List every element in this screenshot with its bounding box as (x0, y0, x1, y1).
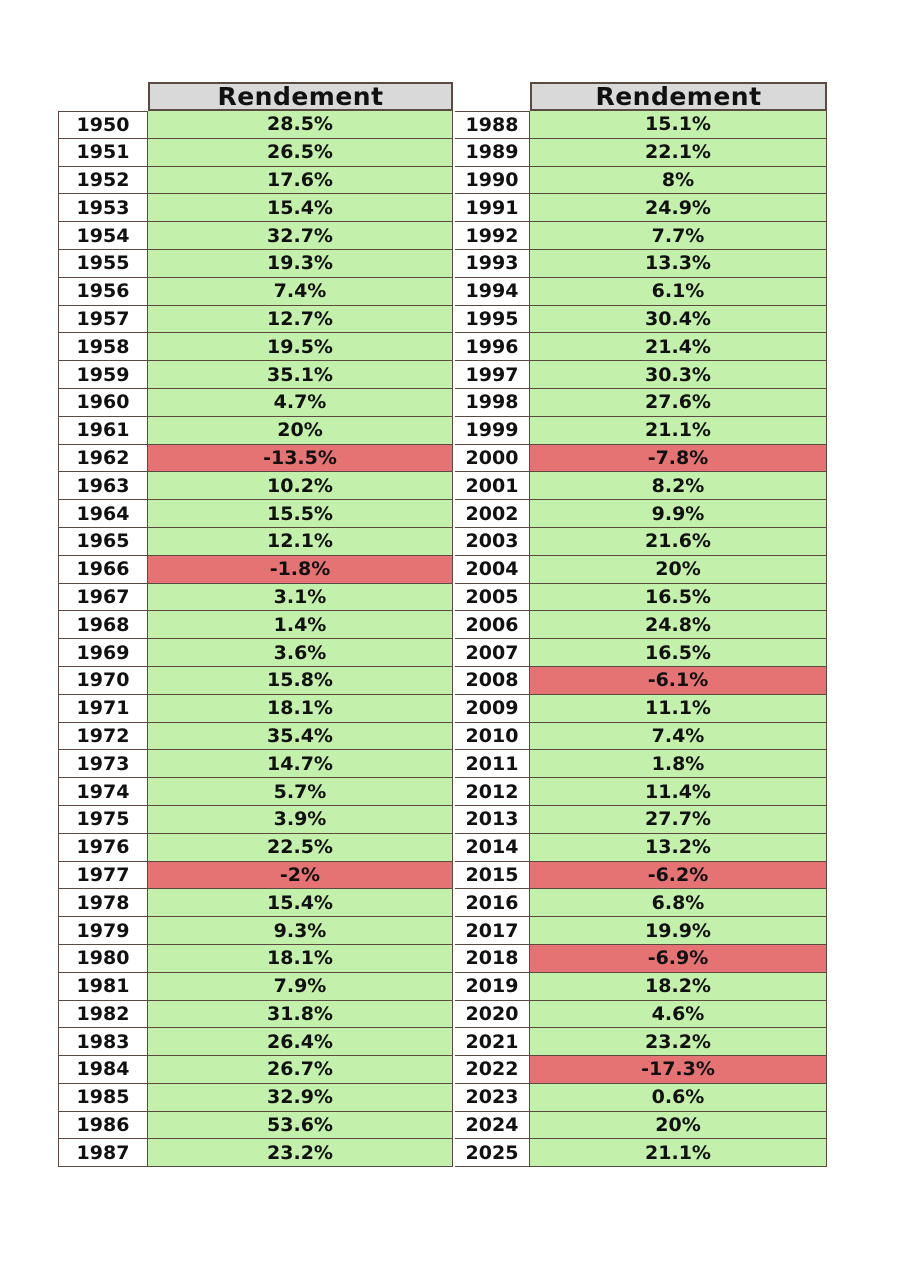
return-cell: 7.9% (148, 973, 453, 1001)
return-cell: 26.7% (148, 1056, 453, 1084)
year-cell: 2021 (455, 1028, 530, 1056)
return-cell: -17.3% (530, 1056, 827, 1084)
year-cell: 1996 (455, 333, 530, 361)
return-cell: -7.8% (530, 445, 827, 473)
table-row (58, 750, 453, 778)
return-cell: 7.4% (148, 278, 453, 306)
return-cell: 24.8% (530, 611, 827, 639)
table-row (58, 889, 453, 917)
table-row (58, 111, 453, 139)
table-row (455, 528, 827, 556)
year-cell: 2002 (455, 500, 530, 528)
year-cell: 1989 (455, 139, 530, 167)
return-cell: 4.6% (530, 1001, 827, 1029)
returns-table-left (58, 82, 453, 1167)
year-cell: 1991 (455, 194, 530, 222)
return-cell: 35.4% (148, 723, 453, 751)
year-cell: 1980 (58, 945, 148, 973)
year-cell: 1952 (58, 167, 148, 195)
table-row (58, 1028, 453, 1056)
table-row (58, 361, 453, 389)
return-cell: 18.1% (148, 695, 453, 723)
returns-table-right (455, 82, 827, 1167)
table-row (58, 723, 453, 751)
table-row (455, 1028, 827, 1056)
year-cell: 1973 (58, 750, 148, 778)
table-row (455, 695, 827, 723)
table-row (455, 973, 827, 1001)
year-cell: 1964 (58, 500, 148, 528)
return-cell: -6.1% (530, 667, 827, 695)
return-cell: 16.5% (530, 639, 827, 667)
year-cell: 2000 (455, 445, 530, 473)
return-cell: 31.8% (148, 1001, 453, 1029)
return-cell: 15.1% (530, 111, 827, 139)
table-row (58, 1001, 453, 1029)
year-cell: 1951 (58, 139, 148, 167)
return-cell: 17.6% (148, 167, 453, 195)
year-cell: 2018 (455, 945, 530, 973)
return-cell: 7.7% (530, 222, 827, 250)
return-cell: 20% (530, 556, 827, 584)
table-row (58, 306, 453, 334)
year-cell: 1988 (455, 111, 530, 139)
return-cell: 4.7% (148, 389, 453, 417)
return-cell: 0.6% (530, 1084, 827, 1112)
return-cell: -6.2% (530, 862, 827, 890)
year-cell: 1983 (58, 1028, 148, 1056)
year-cell: 1972 (58, 723, 148, 751)
return-cell: 21.1% (530, 1139, 827, 1167)
year-cell: 1966 (58, 556, 148, 584)
year-cell: 1960 (58, 389, 148, 417)
return-cell: -6.9% (530, 945, 827, 973)
year-cell: 2001 (455, 472, 530, 500)
return-cell: 6.8% (530, 889, 827, 917)
table-row (58, 445, 453, 473)
table-row (58, 472, 453, 500)
year-cell: 1998 (455, 389, 530, 417)
return-cell: 6.1% (530, 278, 827, 306)
return-cell: 15.4% (148, 194, 453, 222)
table-row (455, 917, 827, 945)
year-cell: 1956 (58, 278, 148, 306)
table-row (455, 333, 827, 361)
table-row (455, 611, 827, 639)
table-row (455, 834, 827, 862)
table-row (455, 889, 827, 917)
table-row (455, 806, 827, 834)
year-cell: 1985 (58, 1084, 148, 1112)
table-row (58, 333, 453, 361)
table-row (455, 361, 827, 389)
return-cell: 9.9% (530, 500, 827, 528)
return-cell: 53.6% (148, 1112, 453, 1140)
table-row (455, 306, 827, 334)
year-cell: 2023 (455, 1084, 530, 1112)
return-cell: 14.7% (148, 750, 453, 778)
table-row (58, 556, 453, 584)
return-cell: 30.3% (530, 361, 827, 389)
return-cell: 12.1% (148, 528, 453, 556)
year-cell: 1958 (58, 333, 148, 361)
table-row (58, 194, 453, 222)
year-cell: 1954 (58, 222, 148, 250)
return-cell: 1.4% (148, 611, 453, 639)
table-row (58, 1056, 453, 1084)
header-rendement: Rendement (530, 82, 827, 111)
return-cell: 12.7% (148, 306, 453, 334)
return-cell: 13.3% (530, 250, 827, 278)
table-body (455, 111, 827, 1167)
return-cell: 8% (530, 167, 827, 195)
year-cell: 2017 (455, 917, 530, 945)
return-cell: 23.2% (530, 1028, 827, 1056)
table-row (58, 806, 453, 834)
header-row (455, 82, 827, 111)
return-cell: 18.1% (148, 945, 453, 973)
year-cell: 1994 (455, 278, 530, 306)
table-row (455, 417, 827, 445)
year-cell: 1997 (455, 361, 530, 389)
year-cell: 1971 (58, 695, 148, 723)
year-cell: 2007 (455, 639, 530, 667)
return-cell: 22.5% (148, 834, 453, 862)
return-cell: -13.5% (148, 445, 453, 473)
table-row (58, 1112, 453, 1140)
year-cell: 2024 (455, 1112, 530, 1140)
year-cell: 1976 (58, 834, 148, 862)
year-cell: 2008 (455, 667, 530, 695)
year-cell: 2012 (455, 778, 530, 806)
year-cell: 2020 (455, 1001, 530, 1029)
table-row (455, 222, 827, 250)
table-body (58, 111, 453, 1167)
return-cell: 19.5% (148, 333, 453, 361)
return-cell: 18.2% (530, 973, 827, 1001)
return-cell: 13.2% (530, 834, 827, 862)
table-row (58, 917, 453, 945)
table-row (58, 278, 453, 306)
table-row (455, 1001, 827, 1029)
return-cell: 21.4% (530, 333, 827, 361)
return-cell: 1.8% (530, 750, 827, 778)
table-row (455, 445, 827, 473)
return-cell: 30.4% (530, 306, 827, 334)
year-cell: 1986 (58, 1112, 148, 1140)
year-cell: 1982 (58, 1001, 148, 1029)
year-cell: 2019 (455, 973, 530, 1001)
year-cell: 1962 (58, 445, 148, 473)
return-cell: 15.8% (148, 667, 453, 695)
year-cell: 2006 (455, 611, 530, 639)
table-row (455, 111, 827, 139)
return-cell: 28.5% (148, 111, 453, 139)
year-cell: 2003 (455, 528, 530, 556)
year-cell: 2004 (455, 556, 530, 584)
return-cell: 19.3% (148, 250, 453, 278)
return-cell: 11.4% (530, 778, 827, 806)
table-row (58, 611, 453, 639)
return-cell: 27.7% (530, 806, 827, 834)
return-cell: 9.3% (148, 917, 453, 945)
year-cell: 2016 (455, 889, 530, 917)
year-cell: 1969 (58, 639, 148, 667)
table-row (455, 194, 827, 222)
return-cell: 7.4% (530, 723, 827, 751)
year-cell: 1963 (58, 472, 148, 500)
table-row (58, 1139, 453, 1167)
year-cell: 2011 (455, 750, 530, 778)
table-row (455, 389, 827, 417)
year-cell: 1959 (58, 361, 148, 389)
return-cell: 5.7% (148, 778, 453, 806)
return-cell: 11.1% (530, 695, 827, 723)
table-row (455, 250, 827, 278)
header-row (58, 82, 453, 111)
year-cell: 1968 (58, 611, 148, 639)
table-row (455, 639, 827, 667)
year-cell: 1975 (58, 806, 148, 834)
table-row (455, 945, 827, 973)
year-cell: 1974 (58, 778, 148, 806)
table-row (455, 278, 827, 306)
year-cell: 1984 (58, 1056, 148, 1084)
table-row (58, 584, 453, 612)
return-cell: 24.9% (530, 194, 827, 222)
year-cell: 1987 (58, 1139, 148, 1167)
year-cell: 1990 (455, 167, 530, 195)
year-cell: 2010 (455, 723, 530, 751)
return-cell: 21.6% (530, 528, 827, 556)
table-row (455, 1056, 827, 1084)
return-cell: 15.5% (148, 500, 453, 528)
table-row (58, 250, 453, 278)
header-spacer (58, 82, 148, 111)
table-row (455, 500, 827, 528)
table-row (455, 862, 827, 890)
return-cell: 32.9% (148, 1084, 453, 1112)
table-row (58, 667, 453, 695)
table-row (58, 945, 453, 973)
table-row (58, 695, 453, 723)
year-cell: 1955 (58, 250, 148, 278)
year-cell: 2015 (455, 862, 530, 890)
return-cell: 3.6% (148, 639, 453, 667)
header-spacer (455, 82, 530, 111)
return-cell: 3.9% (148, 806, 453, 834)
table-row (58, 834, 453, 862)
header-rendement: Rendement (148, 82, 453, 111)
table-row (58, 528, 453, 556)
table-row (455, 1112, 827, 1140)
return-cell: -2% (148, 862, 453, 890)
return-cell: 35.1% (148, 361, 453, 389)
table-row (455, 167, 827, 195)
table-row (58, 167, 453, 195)
year-cell: 2022 (455, 1056, 530, 1084)
table-row (58, 222, 453, 250)
year-cell: 1979 (58, 917, 148, 945)
table-row (455, 778, 827, 806)
year-cell: 1961 (58, 417, 148, 445)
return-cell: 27.6% (530, 389, 827, 417)
year-cell: 1950 (58, 111, 148, 139)
table-row (455, 1084, 827, 1112)
table-row (58, 639, 453, 667)
year-cell: 1977 (58, 862, 148, 890)
year-cell: 2025 (455, 1139, 530, 1167)
year-cell: 1957 (58, 306, 148, 334)
return-cell: 19.9% (530, 917, 827, 945)
year-cell: 1965 (58, 528, 148, 556)
table-row (455, 723, 827, 751)
table-row (58, 500, 453, 528)
return-cell: 10.2% (148, 472, 453, 500)
table-row (455, 584, 827, 612)
return-cell: 8.2% (530, 472, 827, 500)
year-cell: 1992 (455, 222, 530, 250)
return-cell: 23.2% (148, 1139, 453, 1167)
year-cell: 1981 (58, 973, 148, 1001)
year-cell: 2005 (455, 584, 530, 612)
return-cell: 20% (148, 417, 453, 445)
table-row (455, 1139, 827, 1167)
year-cell: 2013 (455, 806, 530, 834)
table-row (58, 1084, 453, 1112)
return-cell: -1.8% (148, 556, 453, 584)
table-row (58, 973, 453, 1001)
return-cell: 20% (530, 1112, 827, 1140)
table-row (455, 139, 827, 167)
year-cell: 2009 (455, 695, 530, 723)
year-cell: 1953 (58, 194, 148, 222)
return-cell: 22.1% (530, 139, 827, 167)
year-cell: 1978 (58, 889, 148, 917)
year-cell: 1995 (455, 306, 530, 334)
table-row (455, 750, 827, 778)
return-cell: 15.4% (148, 889, 453, 917)
year-cell: 1967 (58, 584, 148, 612)
table-row (455, 472, 827, 500)
return-cell: 16.5% (530, 584, 827, 612)
table-row (455, 556, 827, 584)
year-cell: 1993 (455, 250, 530, 278)
table-row (58, 139, 453, 167)
table-row (455, 667, 827, 695)
table-row (58, 862, 453, 890)
return-cell: 26.4% (148, 1028, 453, 1056)
year-cell: 1970 (58, 667, 148, 695)
year-cell: 1999 (455, 417, 530, 445)
return-cell: 26.5% (148, 139, 453, 167)
return-cell: 21.1% (530, 417, 827, 445)
year-cell: 2014 (455, 834, 530, 862)
table-row (58, 389, 453, 417)
table-row (58, 778, 453, 806)
return-cell: 32.7% (148, 222, 453, 250)
table-row (58, 417, 453, 445)
return-cell: 3.1% (148, 584, 453, 612)
